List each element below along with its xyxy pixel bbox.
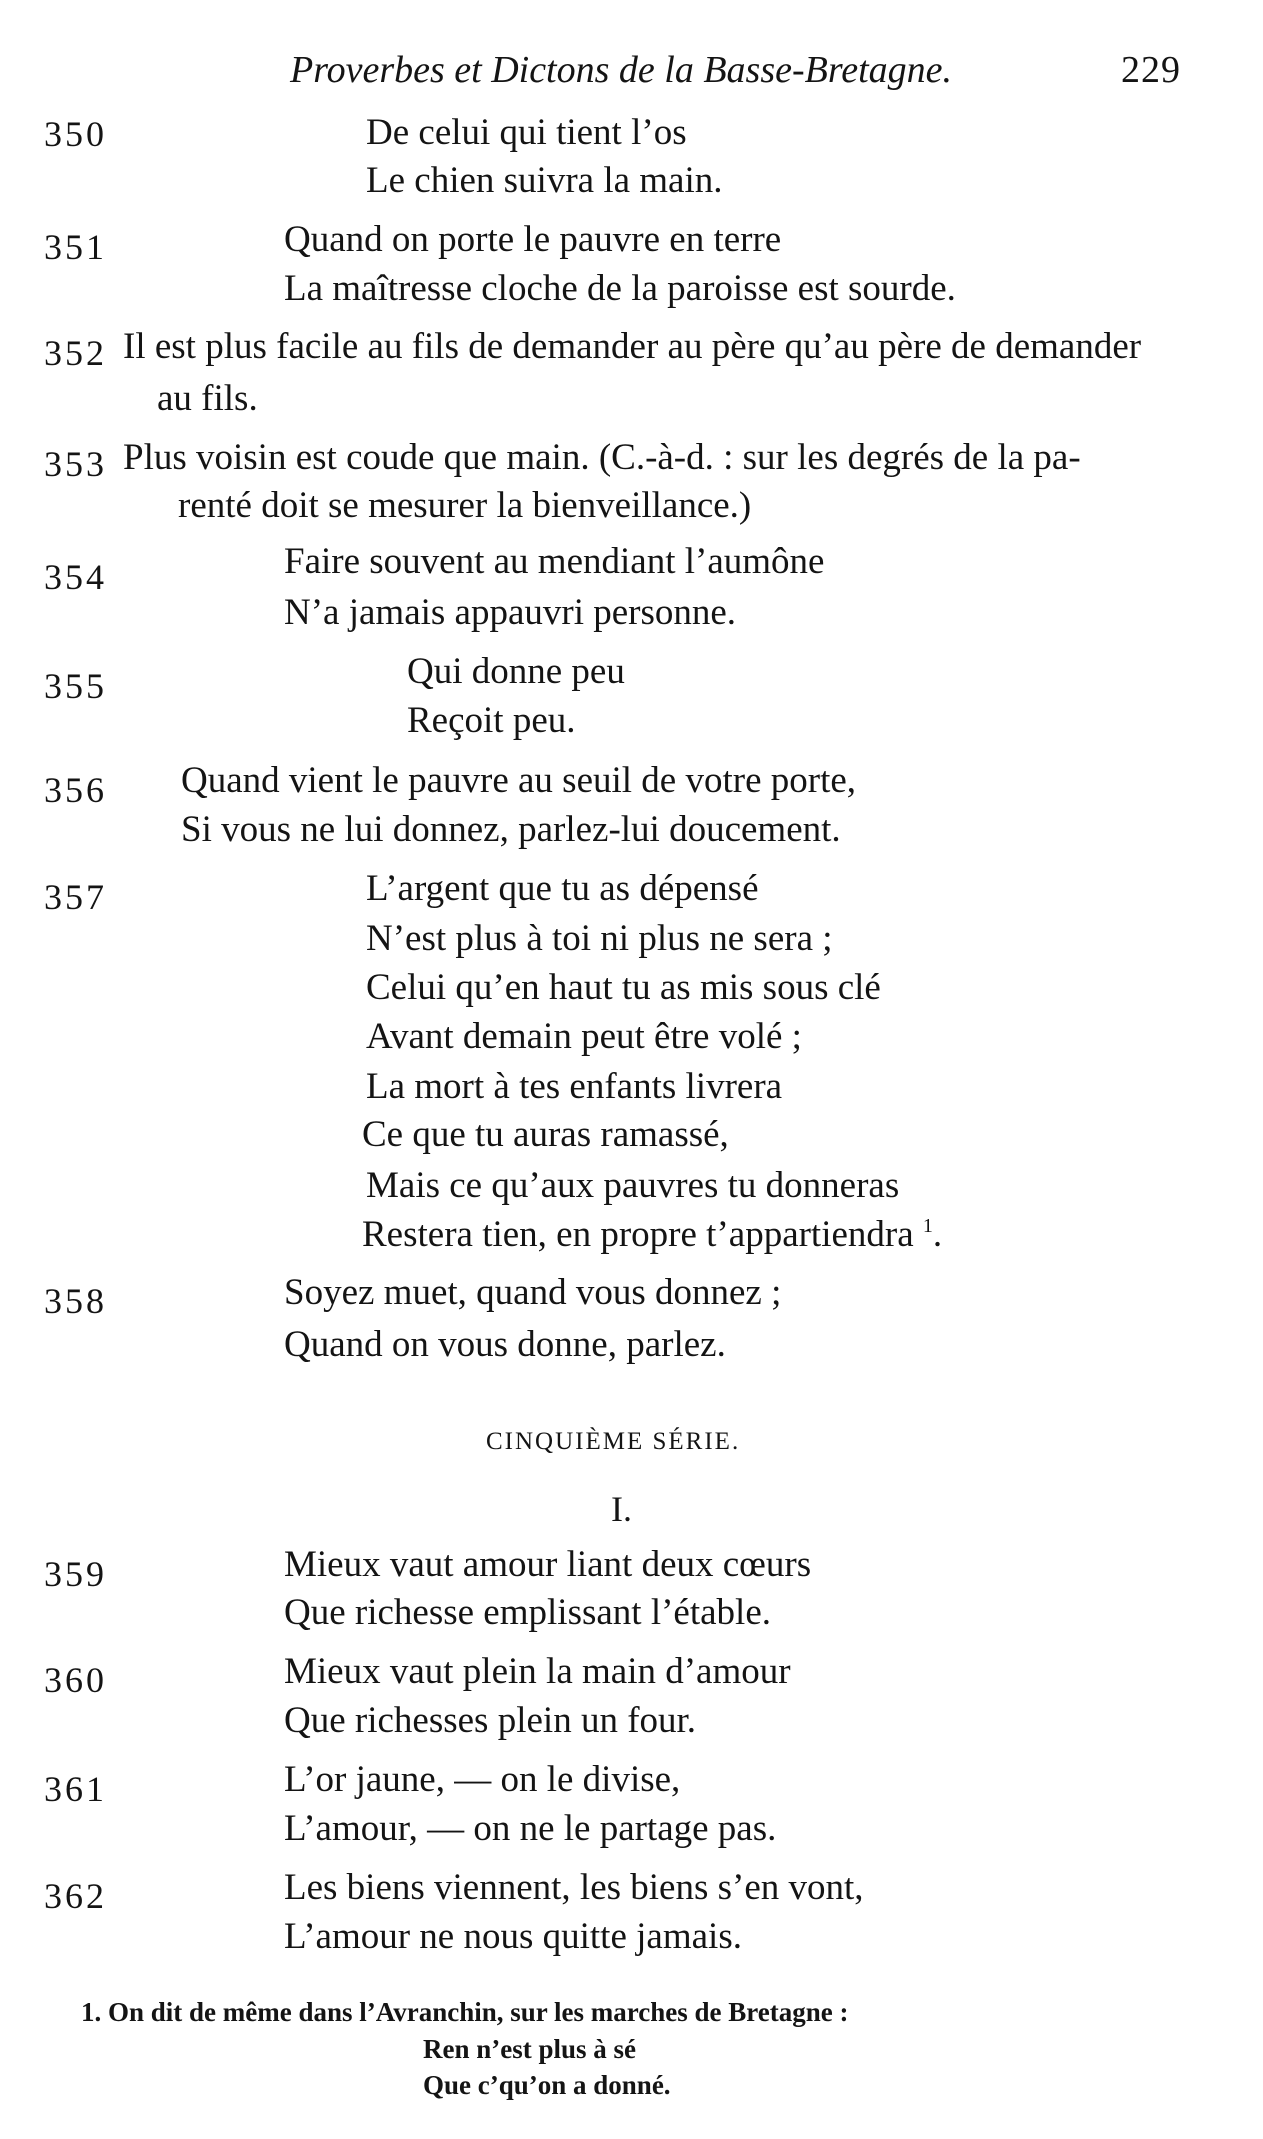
proverb-number: 357 bbox=[44, 877, 107, 917]
section-title: CINQUIÈME SÉRIE. bbox=[486, 1428, 741, 1455]
footnote-marker: 1. bbox=[81, 1997, 102, 2027]
proverb-number: 358 bbox=[44, 1281, 107, 1321]
proverb-number: 352 bbox=[44, 333, 107, 373]
proverb-line: N’a jamais appauvri personne. bbox=[284, 592, 737, 633]
proverb-number: 361 bbox=[44, 1769, 107, 1809]
proverb-line: Quand on porte le pauvre en terre bbox=[284, 219, 782, 260]
proverb-number: 351 bbox=[44, 227, 107, 267]
proverb-number: 359 bbox=[44, 1554, 107, 1594]
proverb-line: Que richesse emplissant l’étable. bbox=[284, 1592, 771, 1633]
proverb-line: Soyez muet, quand vous donnez ; bbox=[284, 1272, 782, 1313]
proverb-line: Avant demain peut être volé ; bbox=[366, 1016, 802, 1057]
proverb-line: Que richesses plein un four. bbox=[284, 1700, 697, 1741]
proverb-line: L’amour ne nous quitte jamais. bbox=[284, 1916, 742, 1957]
proverb-line: Mieux vaut plein la main d’amour bbox=[284, 1651, 791, 1692]
proverb-number: 353 bbox=[44, 444, 107, 484]
footnote bbox=[81, 1997, 848, 2028]
proverb-line: Mais ce qu’aux pauvres tu donneras bbox=[366, 1165, 900, 1206]
proverb-line: Reçoit peu. bbox=[407, 700, 576, 741]
footnote-verse-line: Que c’qu’on a donné. bbox=[423, 2070, 671, 2100]
proverb-number: 360 bbox=[44, 1660, 107, 1700]
page-number: 229 bbox=[1121, 49, 1181, 91]
proverb-line: La mort à tes enfants livrera bbox=[366, 1066, 783, 1107]
proverb-line: Les biens viennent, les biens s’en vont, bbox=[284, 1867, 864, 1908]
proverb-line-with-note bbox=[362, 1213, 942, 1256]
proverb-number: 362 bbox=[44, 1876, 107, 1916]
proverb-line: L’or jaune, — on le divise, bbox=[284, 1759, 681, 1800]
proverb-number: 355 bbox=[44, 666, 107, 706]
footnote-text: On dit de même dans l’Avranchin, sur les marches de Bretagne : bbox=[108, 1997, 849, 2027]
proverb-line: Il est plus facile au fils de demander au père qu’au père de demander bbox=[123, 326, 1142, 367]
footnote-verse-line: Ren n’est plus à sé bbox=[423, 2034, 637, 2064]
trailing-period: . bbox=[932, 1214, 943, 1255]
proverb-line: De celui qui tient l’os bbox=[366, 112, 687, 153]
proverb-line: renté doit se mesurer la bienveillance.) bbox=[178, 485, 752, 526]
proverb-line: Faire souvent au mendiant l’aumône bbox=[284, 541, 825, 582]
proverb-line: L’amour, — on ne le partage pas. bbox=[284, 1808, 777, 1849]
proverb-line: Celui qu’en haut tu as mis sous clé bbox=[366, 967, 881, 1008]
proverb-line: N’est plus à toi ni plus ne sera ; bbox=[366, 918, 833, 959]
proverb-line: Quand vient le pauvre au seuil de votre porte, bbox=[181, 760, 857, 801]
proverb-line: L’argent que tu as dépensé bbox=[366, 868, 759, 909]
proverb-line: Restera tien, en propre t’appartiendra bbox=[362, 1214, 914, 1255]
proverb-line: au fils. bbox=[157, 378, 258, 419]
proverb-line: Qui donne peu bbox=[407, 651, 625, 692]
proverb-line: Quand on vous donne, parlez. bbox=[284, 1324, 726, 1365]
proverb-line: Le chien suivra la main. bbox=[366, 160, 723, 201]
footnote-reference: 1 bbox=[922, 1215, 933, 1237]
proverb-number: 354 bbox=[44, 557, 107, 597]
proverb-number: 350 bbox=[44, 114, 107, 154]
proverb-line: Ce que tu auras ramassé, bbox=[362, 1114, 729, 1155]
proverb-number: 356 bbox=[44, 770, 107, 810]
running-head bbox=[0, 48, 1263, 98]
proverb-line: La maîtresse cloche de la paroisse est sourde. bbox=[284, 268, 956, 309]
section-subtitle: I. bbox=[611, 1489, 632, 1529]
proverb-line: Mieux vaut amour liant deux cœurs bbox=[284, 1544, 812, 1585]
proverb-line: Si vous ne lui donnez, parlez-lui doucement. bbox=[181, 809, 841, 850]
proverb-line: Plus voisin est coude que main. (C.-à-d. : sur les degrés de la pa- bbox=[123, 437, 1081, 478]
running-head-title: Proverbes et Dictons de la Basse-Bretagne. bbox=[290, 49, 953, 91]
